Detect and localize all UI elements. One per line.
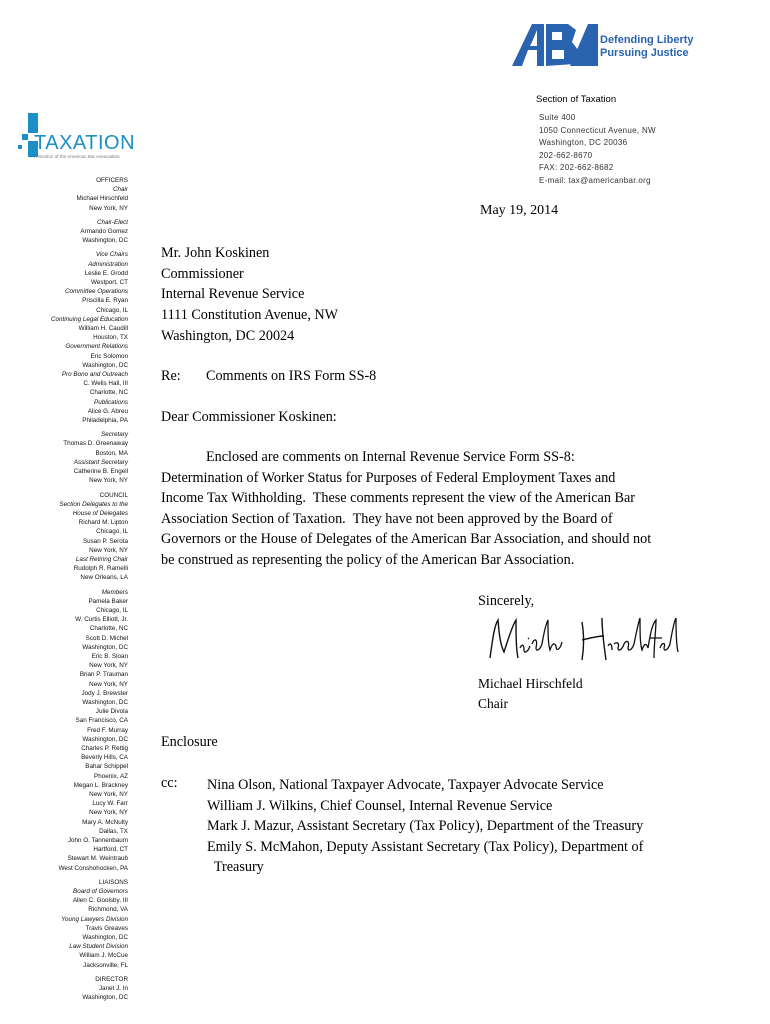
sidebar-name: Julie Divola <box>95 708 128 716</box>
sidebar-name: Dallas, TX <box>99 827 128 835</box>
sidebar-role: Board of Governors <box>73 888 128 896</box>
body-line: Association Section of Taxation. They have not been approved by the Board of <box>161 510 613 527</box>
address-line: FAX: 202-662-8682 <box>539 163 614 172</box>
letter-body <box>161 447 691 571</box>
sidebar-name: Washington, DC <box>82 643 128 651</box>
sidebar-role: Last Retiring Chair <box>75 555 128 563</box>
address-line: E-mail: tax@americanbar.org <box>539 175 651 185</box>
sidebar-name: Washington, DC <box>82 735 128 743</box>
aba-tagline-line2: Pursuing Justice <box>600 47 689 59</box>
sidebar-role: Committee Operations <box>65 288 128 296</box>
address-line: Washington, DC 20036 <box>539 138 628 147</box>
sidebar-name: Catherine B. Engell <box>73 468 128 476</box>
sidebar-name: Charlotte, NC <box>89 625 128 633</box>
section-title: Section of Taxation <box>536 94 617 105</box>
enclosure-note: Enclosure <box>161 734 218 750</box>
address-line: Suite 400 <box>539 113 576 122</box>
body-line-text: Enclosed are comments on Internal Revenue Service Form SS-8: <box>206 449 575 465</box>
sidebar-heading: COUNCIL <box>99 491 128 499</box>
sidebar-name: New York, NY <box>89 680 128 688</box>
sidebar-heading: DIRECTOR <box>95 975 128 983</box>
sidebar-name: Jacksonville, FL <box>83 961 128 969</box>
sidebar-name: Eric Solomon <box>90 352 128 360</box>
sidebar-name: Washington, DC <box>82 237 128 245</box>
sidebar-name: Richmond, VA <box>88 906 128 914</box>
handwritten-signature <box>486 614 682 666</box>
sidebar-name: Washington, DC <box>82 361 128 369</box>
sidebar-heading: OFFICERS <box>96 177 128 184</box>
sidebar-name: Houston, TX <box>93 334 128 342</box>
cc-line: Emily S. McMahon, Deputy Assistant Secretary (Tax Policy), Department of <box>207 838 644 855</box>
cc-line: Mark J. Mazur, Assistant Secretary (Tax Policy), Department of the Treasury <box>207 818 644 835</box>
cc-list <box>207 775 643 878</box>
aba-tagline <box>600 34 694 60</box>
sidebar-name: New York, NY <box>89 477 128 485</box>
cc-line: Nina Olson, National Taxpayer Advocate, Taxpayer Advocate Service <box>207 777 604 793</box>
sidebar-role: Chair <box>112 186 128 194</box>
recipient-line: Mr. John Koskinen <box>161 245 270 261</box>
sidebar-name: Charles P. Rettig <box>81 744 128 752</box>
recipient-line: Internal Revenue Service <box>161 286 305 303</box>
sidebar-name: Beverly Hills, CA <box>81 754 128 762</box>
sidebar-name: Chicago, IL <box>96 528 128 536</box>
cc-line: William J. Wilkins, Chief Counsel, Internal Revenue Service <box>207 797 553 814</box>
sidebar-role: Secretary <box>101 431 128 439</box>
sidebar-name: Janet J. In <box>98 985 128 993</box>
body-line: Determination of Worker Status for Purposes of Federal Employment Taxes and <box>161 469 616 486</box>
sidebar-name: John O. Tannenbaum <box>67 837 128 845</box>
cc-line: Treasury <box>207 859 264 876</box>
recipient-line: Washington, DC 20024 <box>161 327 295 344</box>
sidebar-name: Pamela Baker <box>88 597 128 605</box>
sidebar-role: Section Delegates to the <box>59 500 128 508</box>
sidebar-name: Armando Gomez <box>80 228 128 236</box>
address-line: 1050 Connecticut Avenue, NW <box>539 125 656 135</box>
sidebar-name: Washington, DC <box>82 994 128 1002</box>
sidebar-role: Assistant Secretary <box>73 458 128 466</box>
body-line: be construed as representing the policy of the American Bar Association. <box>161 551 575 568</box>
sidebar-name: Susan P. Serota <box>82 537 128 545</box>
sidebar-name: Mary A. McNulty <box>82 818 128 826</box>
sidebar-role: Pro Bono and Outreach <box>61 371 128 379</box>
sidebar-role: Publications <box>94 398 128 406</box>
body-line: Governors or the House of Delegates of the American Bar Association, and should not <box>161 531 652 548</box>
sidebar-name: Stewart M. Weintraub <box>67 855 128 863</box>
sidebar-name: Chicago, IL <box>96 606 128 614</box>
sidebar-name: Brian P. Trauman <box>79 671 128 679</box>
sidebar-role: House of Delegates <box>72 509 128 517</box>
re-line <box>161 368 376 385</box>
sidebar-role: Law Student Division <box>69 943 128 951</box>
sidebar-role: Administration <box>88 260 128 268</box>
sidebar-name: Allen C. Goolsby, III <box>72 897 128 905</box>
taxation-logo-subtitle: A Section of the American Bar Association <box>34 154 120 159</box>
sidebar-name: Eric B. Sloan <box>91 652 128 660</box>
sidebar-name: Scott D. Michel <box>85 634 128 642</box>
sidebar-name: New York, NY <box>89 662 128 670</box>
taxation-logo-word: TAXATION <box>34 132 136 154</box>
sidebar-name: Rudolph R. Ramelli <box>73 565 128 573</box>
sidebar-name: C. Wells Hall, III <box>83 380 128 388</box>
sidebar-role: Continuing Legal Education <box>50 315 128 323</box>
aba-logo <box>510 18 700 70</box>
recipient-line: Commissioner <box>161 265 244 282</box>
sidebar-name: Travis Greaves <box>85 924 128 932</box>
sidebar-name: Hartford, CT <box>93 846 128 854</box>
sidebar-name: New Orleans, LA <box>80 574 128 582</box>
sidebar-name: Chicago, IL <box>96 306 128 314</box>
recipient-line: 1111 Constitution Avenue, NW <box>161 307 339 324</box>
signer-name: Michael Hirschfeld <box>478 676 583 691</box>
sidebar-name: Megan L. Brackney <box>73 781 128 789</box>
sidebar-name: New York, NY <box>89 809 128 817</box>
sidebar-name: Thomas D. Greenaway <box>63 440 128 448</box>
body-line: Income Tax Withholding. These comments represent the view of the American Bar <box>161 490 635 507</box>
sidebar-name: West Conshohocken, PA <box>58 864 128 872</box>
sidebar-name: New York, NY <box>89 204 128 212</box>
sidebar-role: Young Lawyers Division <box>61 915 128 923</box>
sidebar-name: Alice G. Abreu <box>87 407 128 415</box>
sidebar-name: Charlotte, NC <box>89 389 128 397</box>
salutation: Dear Commissioner Koskinen: <box>161 409 337 425</box>
sidebar-role: Members <box>101 588 128 596</box>
sidebar-name: Bahar Schippel <box>85 763 128 771</box>
sidebar-name: New York, NY <box>89 791 128 798</box>
signer-block <box>478 674 583 714</box>
section-address <box>539 112 656 187</box>
sidebar-name: William J. McCue <box>79 952 128 960</box>
sidebar-name: Richard M. Lipton <box>78 519 128 527</box>
sidebar-name: Westport, CT <box>91 279 128 287</box>
sidebar-name: Jody J. Brewster <box>81 689 128 697</box>
closing: Sincerely, <box>478 593 535 609</box>
sidebar-name: Washington, DC <box>82 698 128 706</box>
sidebar-name: Leslie E. Grodd <box>84 269 128 277</box>
sidebar-name: Michael Hirschfeld <box>76 195 128 203</box>
sidebar-name: Phoenix, AZ <box>94 772 128 780</box>
sidebar-name: W. Curtis Elliott, Jr. <box>75 616 128 624</box>
sidebar-name: Philadelphia, PA <box>82 417 128 425</box>
sidebar-heading: LIAISONS <box>98 878 128 886</box>
cc-label: cc: <box>161 775 178 791</box>
signer-title: Chair <box>478 696 508 711</box>
address-line: 202-662-8670 <box>539 150 593 160</box>
sidebar-name: New York, NY <box>89 546 128 554</box>
sidebar-name: Priscilla E. Ryan <box>82 297 128 305</box>
aba-tagline-line1: Defending Liberty <box>600 34 694 46</box>
sidebar-role: Vice Chairs <box>95 251 128 259</box>
body-line <box>161 447 691 468</box>
re-subject: Comments on IRS Form SS-8 <box>206 368 377 384</box>
sidebar-name: San Francisco, CA <box>75 717 128 725</box>
letter-date: May 19, 2014 <box>480 203 559 218</box>
sidebar-name: Fred F. Murray <box>87 726 128 734</box>
sidebar-name: Boston, MA <box>95 449 128 457</box>
sidebar-name: Washington, DC <box>82 934 128 942</box>
re-label: Re: <box>161 368 181 384</box>
sidebar-role: Chair-Elect <box>96 218 128 226</box>
aba-logo-mark <box>510 18 600 70</box>
sidebar-name: William H. Caudill <box>78 325 128 333</box>
officers-sidebar <box>51 176 128 1002</box>
sidebar-name: Lucy W. Farr <box>92 800 128 808</box>
sidebar-role: Government Relations <box>65 343 128 351</box>
recipient-address <box>161 243 338 347</box>
